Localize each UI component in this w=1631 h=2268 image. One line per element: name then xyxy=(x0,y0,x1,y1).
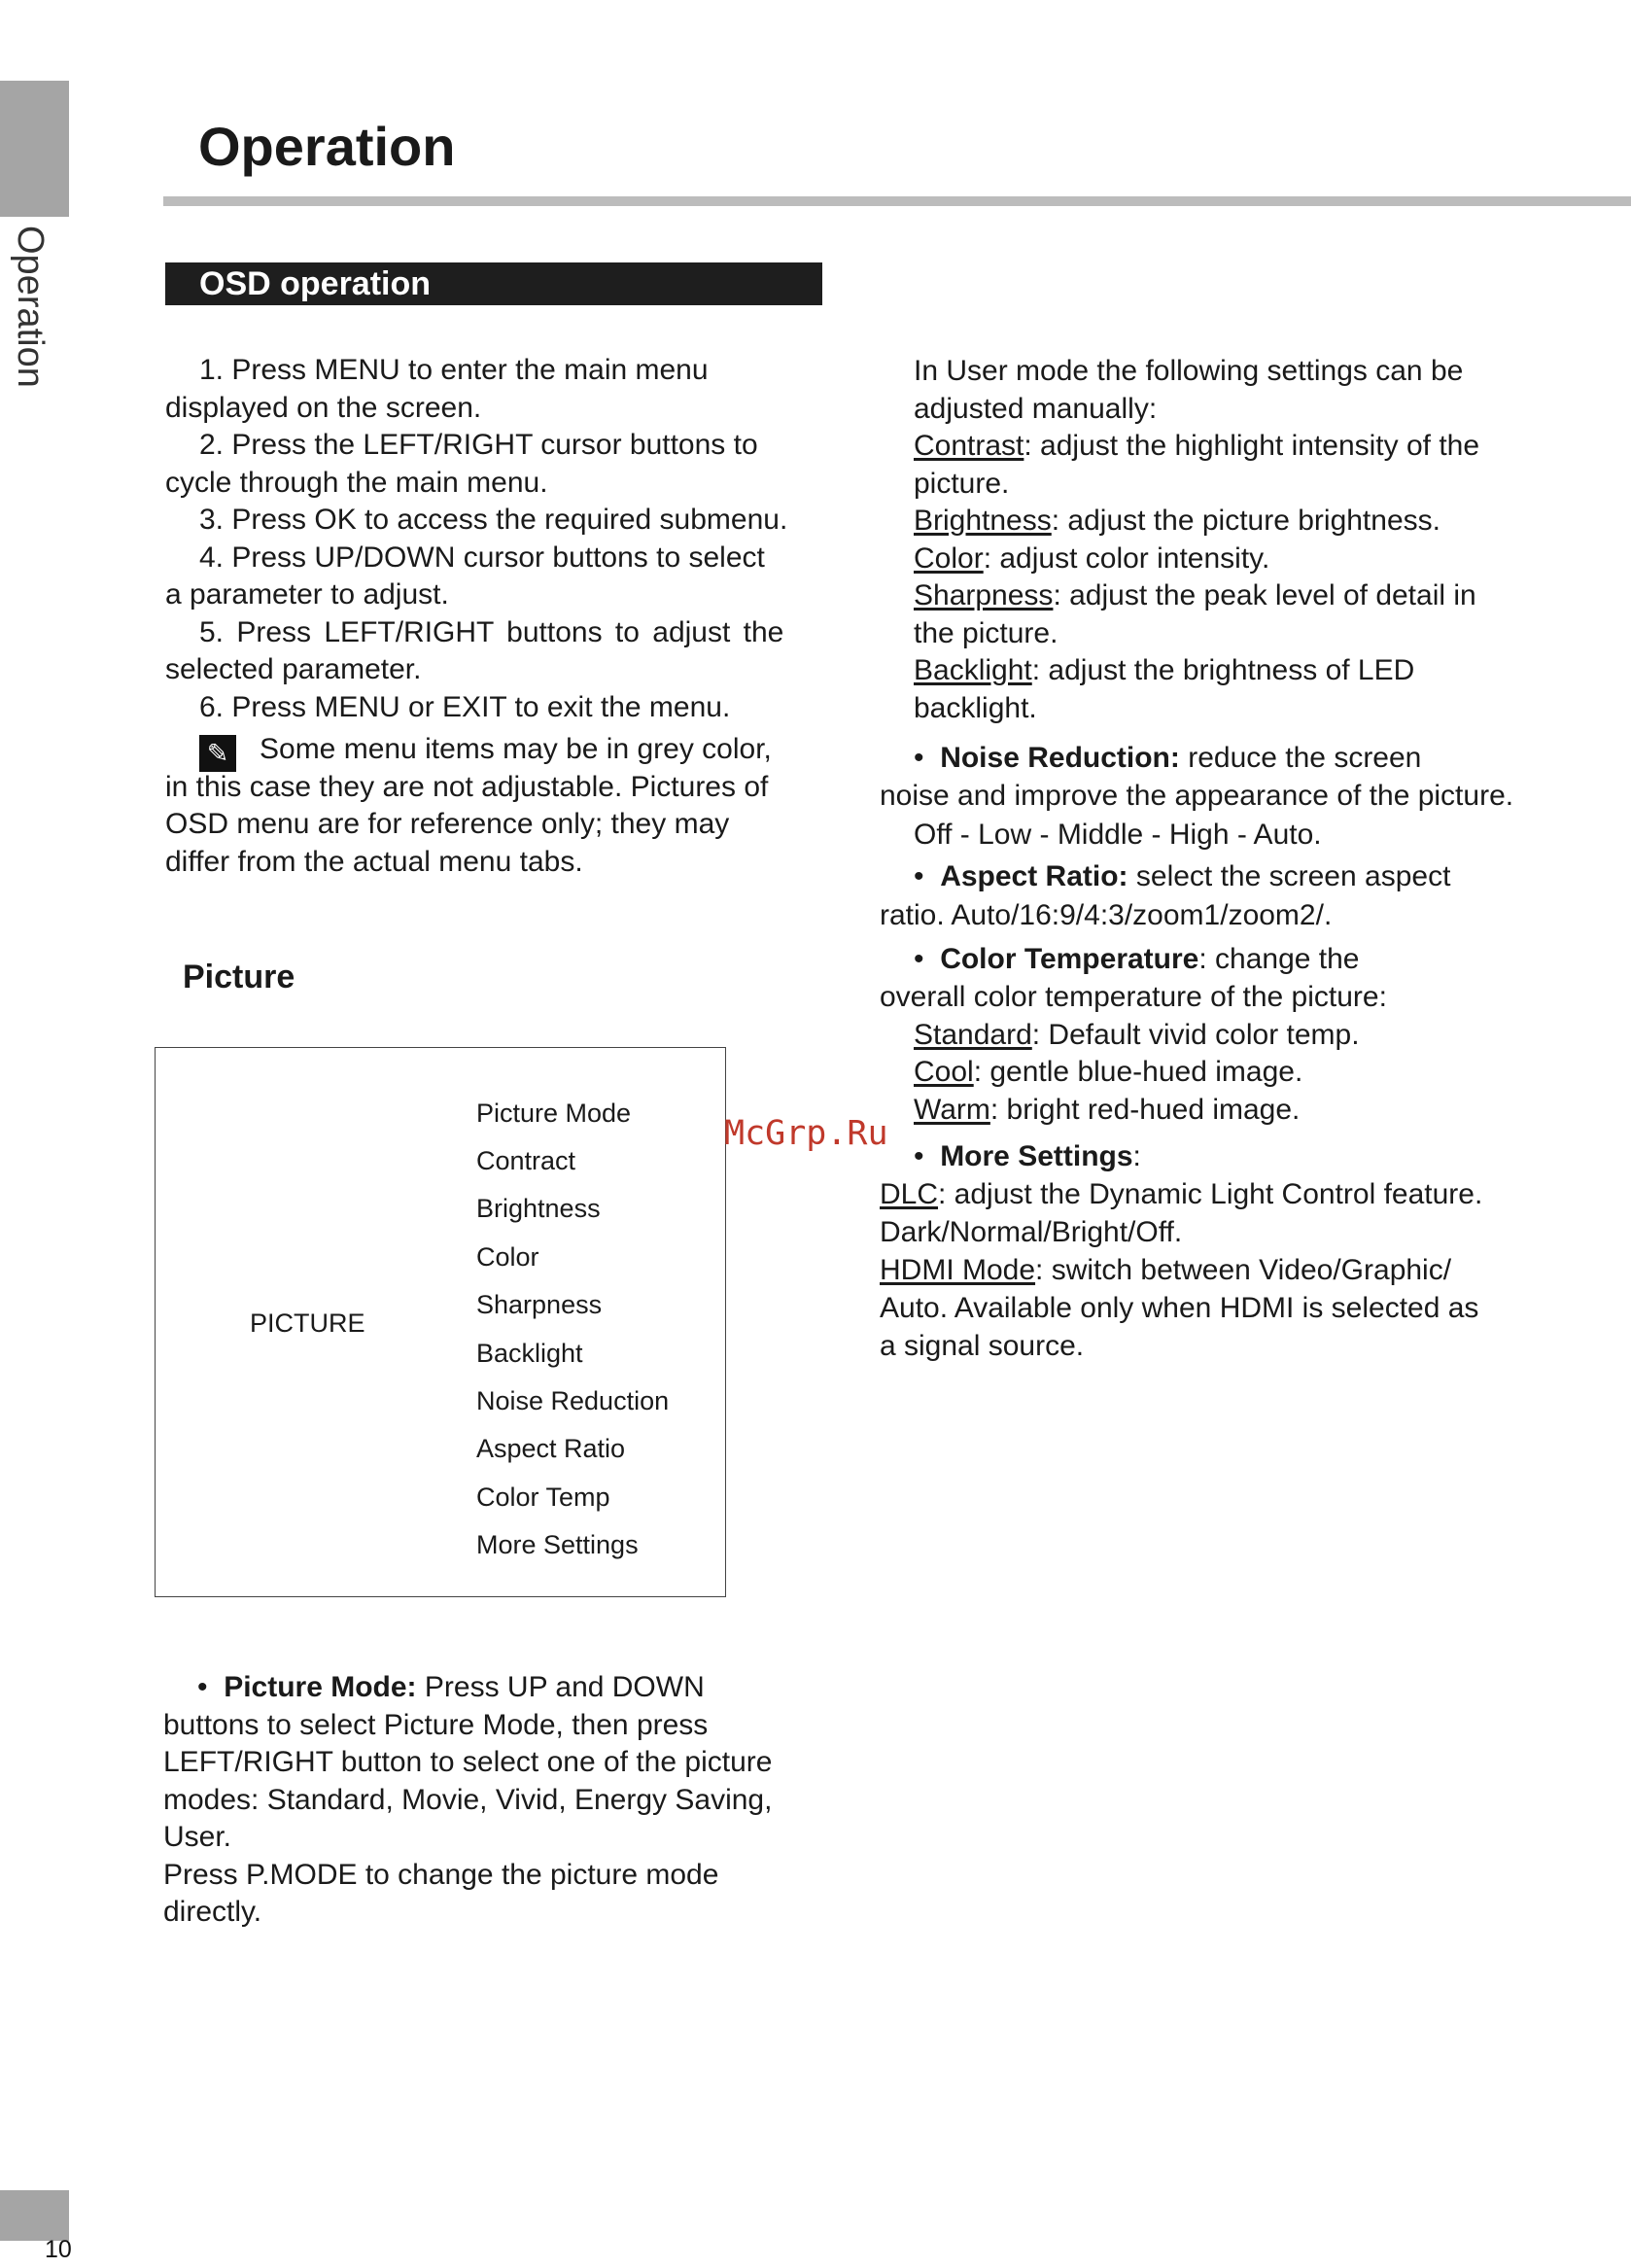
user-mode-intro: In User mode the following settings can be xyxy=(914,355,1464,387)
aspect-ratio-cont: ratio. Auto/16:9/4:3/zoom1/zoom2/. xyxy=(880,899,1333,931)
menu-item: Contract xyxy=(476,1146,576,1175)
menu-item: Color Temp xyxy=(476,1483,610,1512)
color-temp-label: Color Temperature xyxy=(940,943,1199,975)
dlc-term: DLC xyxy=(880,1178,939,1210)
note-pencil-icon: ✎ xyxy=(199,735,236,772)
backlight-desc: : adjust the brightness of LED xyxy=(1031,654,1415,686)
menu-item: Noise Reduction xyxy=(476,1386,670,1415)
steps-list xyxy=(165,352,846,731)
step-line: a parameter to adjust. xyxy=(165,578,449,611)
noise-reduction-line: • Noise Reduction: reduce the screen xyxy=(914,742,1422,774)
note-line: in this case they are not adjustable. Pictures of xyxy=(165,770,769,803)
step-line: selected parameter. xyxy=(165,653,422,685)
right-column xyxy=(880,353,1618,1374)
picture-mode-line: directly. xyxy=(163,1896,262,1928)
noise-reduction-options: Off - Low - Middle - High - Auto. xyxy=(914,819,1322,851)
menu-item: Sharpness xyxy=(476,1290,603,1319)
noise-reduction-desc: reduce the screen xyxy=(1188,742,1422,774)
warm-line xyxy=(914,1092,1300,1130)
dlc-cont: Dark/Normal/Bright/Off. xyxy=(880,1216,1183,1248)
sharpness-term: Sharpness xyxy=(914,579,1054,611)
standard-desc: : Default vivid color temp. xyxy=(1031,1019,1360,1051)
picture-mode-line: Press P.MODE to change the picture mode xyxy=(163,1858,719,1891)
menu-item: Brightness xyxy=(476,1194,601,1223)
step-line: 1. Press MENU to enter the main menu xyxy=(199,354,709,386)
cool-desc: : gentle blue-hued image. xyxy=(973,1056,1303,1088)
note-line: differ from the actual menu tabs. xyxy=(165,845,583,878)
color-temp-line: • Color Temperature: change the xyxy=(914,943,1360,975)
dlc-line xyxy=(880,1176,1482,1214)
osd-menu-diagram xyxy=(155,1047,726,1597)
picture-mode-line: User. xyxy=(163,1821,232,1853)
step-line: cycle through the main menu. xyxy=(165,466,548,499)
hdmi-term: HDMI Mode xyxy=(880,1254,1036,1286)
hdmi-desc: : switch between Video/Graphic/ xyxy=(1035,1254,1452,1286)
more-settings-line: • More Settings: xyxy=(914,1140,1141,1172)
side-tab xyxy=(0,81,69,217)
more-settings-colon: : xyxy=(1132,1140,1141,1172)
picture-mode-line: buttons to select Picture Mode, then press xyxy=(163,1708,709,1741)
backlight-line xyxy=(914,652,1414,690)
picture-heading: Picture xyxy=(183,959,295,995)
color-line xyxy=(914,541,1269,578)
step-line: 6. Press MENU or EXIT to exit the menu. xyxy=(199,690,731,723)
backlight-cont: backlight. xyxy=(914,691,1037,724)
menu-item: Backlight xyxy=(476,1339,583,1368)
sharpness-desc: : adjust the peak level of detail in xyxy=(1053,579,1476,611)
hdmi-cont: a signal source. xyxy=(880,1330,1085,1362)
picture-mode-first-line xyxy=(197,1669,705,1707)
color-term: Color xyxy=(914,541,984,575)
cool-line xyxy=(914,1054,1302,1092)
picture-mode-block xyxy=(163,1669,844,1941)
brightness-desc: : adjust the picture brightness. xyxy=(1051,505,1440,537)
step-line: displayed on the screen. xyxy=(165,391,482,424)
cool-term: Cool xyxy=(914,1056,974,1088)
watermark: McGrp.Ru xyxy=(724,1114,888,1153)
dlc-desc: : adjust the Dynamic Light Control feature. xyxy=(938,1178,1483,1210)
page-title: Operation xyxy=(198,116,456,177)
section-header xyxy=(165,262,822,305)
hdmi-line xyxy=(880,1252,1451,1290)
brightness-term: Brightness xyxy=(914,505,1052,537)
picture-mode-line: modes: Standard, Movie, Vivid, Energy Saving, xyxy=(163,1783,773,1816)
bullet: • xyxy=(197,1671,208,1703)
hdmi-cont: Auto. Available only when HDMI is selected as xyxy=(880,1292,1479,1324)
section-title: OSD operation xyxy=(199,265,432,302)
picture-mode-label: Picture Mode: xyxy=(224,1671,417,1703)
title-rule xyxy=(163,196,1631,206)
contrast-term: Contrast xyxy=(914,430,1024,462)
step-line: 5. Press LEFT/RIGHT buttons to adjust the xyxy=(199,615,784,648)
sharpness-line xyxy=(914,577,1476,615)
picture-mode-line: LEFT/RIGHT button to select one of the picture xyxy=(163,1746,773,1778)
noise-reduction-label: Noise Reduction: xyxy=(940,742,1180,774)
page-number-tab xyxy=(0,2190,69,2241)
menu-item: Color xyxy=(476,1242,539,1272)
note-line: OSD menu are for reference only; they may xyxy=(165,808,730,840)
color-temp-desc: : change the xyxy=(1198,943,1360,975)
brightness-line xyxy=(914,503,1440,541)
more-settings-label: More Settings xyxy=(940,1140,1133,1172)
warm-term: Warm xyxy=(914,1094,990,1126)
menu-item: Picture Mode xyxy=(476,1099,632,1128)
aspect-ratio-label: Aspect Ratio: xyxy=(940,860,1128,892)
color-desc: : adjust color intensity. xyxy=(983,541,1270,575)
menu-item: More Settings xyxy=(476,1530,639,1559)
contrast-line xyxy=(914,428,1479,466)
color-temp-cont: overall color temperature of the picture: xyxy=(880,981,1387,1013)
note-block xyxy=(165,729,846,885)
backlight-term: Backlight xyxy=(914,654,1032,686)
page-number: 10 xyxy=(45,2236,72,2263)
side-label: Operation xyxy=(10,226,51,388)
contrast-desc: : adjust the highlight intensity of the xyxy=(1024,430,1480,462)
menu-item: Aspect Ratio xyxy=(476,1434,626,1463)
standard-term: Standard xyxy=(914,1019,1032,1051)
note-line: Some menu items may be in grey color, xyxy=(260,733,772,765)
step-line: 2. Press the LEFT/RIGHT cursor buttons to xyxy=(199,429,758,461)
contrast-cont: picture. xyxy=(914,467,1010,500)
sharpness-cont: the picture. xyxy=(914,616,1058,649)
step-line: 3. Press OK to access the required submenu. xyxy=(199,504,788,536)
menu-root-label: PICTURE xyxy=(250,1308,365,1338)
step-line: 4. Press UP/DOWN cursor buttons to select xyxy=(199,541,765,574)
standard-line xyxy=(914,1017,1360,1055)
picture-mode-text: Press UP and DOWN xyxy=(424,1671,705,1703)
user-mode-intro: adjusted manually: xyxy=(914,392,1158,425)
noise-reduction-cont: noise and improve the appearance of the picture. xyxy=(880,780,1514,812)
aspect-ratio-desc: select the screen aspect xyxy=(1135,860,1451,892)
warm-desc: : bright red-hued image. xyxy=(989,1094,1301,1126)
aspect-ratio-line: • Aspect Ratio: select the screen aspect xyxy=(914,860,1451,892)
